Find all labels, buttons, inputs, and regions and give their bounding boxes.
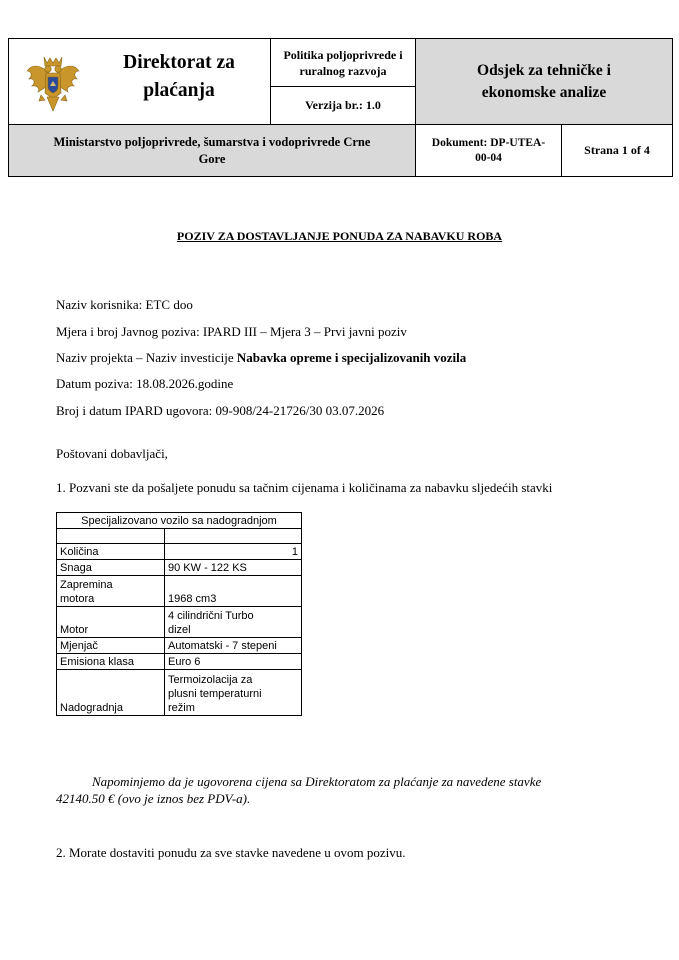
department-line2: ekonomske analize	[481, 83, 607, 101]
price-note	[56, 773, 636, 807]
spec-value: 1	[165, 544, 302, 560]
document-title: POZIV ZA DOSTAVLJANJE PONUDA ZA NABAVKU ROBA	[176, 229, 503, 243]
org-cell	[9, 39, 271, 125]
policy-cell	[271, 39, 416, 87]
table-row	[57, 670, 302, 716]
spec-value: 1968 cm3	[165, 576, 302, 607]
policy-line1: Politika poljoprivrede i	[283, 47, 403, 62]
ministry-line1: Ministarstvo poljoprivrede, šumarstva i vodoprivrede Crne	[53, 134, 371, 149]
beneficiary-line: Naziv korisnika: ETC doo	[56, 297, 193, 312]
department-line1: Odsjek za tehničke i	[477, 61, 611, 79]
item-1: 1. Pozvani ste da pošaljete ponudu sa tačnim cijenama i količinama za nabavku sljedećih stavki	[56, 480, 553, 495]
document-number-cell	[416, 125, 562, 177]
spec-value	[165, 670, 302, 716]
spec-label: Mjenjač	[57, 638, 165, 654]
spec-value: Automatski - 7 stepeni	[165, 638, 302, 654]
spec-empty-cell	[165, 529, 302, 544]
policy-line2: ruralnog razvoja	[299, 63, 387, 78]
contract-line: Broj i datum IPARD ugovora: 09-908/24-21726/30 03.07.2026	[56, 403, 385, 418]
spec-label: Snaga	[57, 560, 165, 576]
table-row	[57, 607, 302, 638]
coat-of-arms-icon	[25, 53, 81, 115]
document-number-line2: 00-04	[475, 151, 502, 164]
table-row	[57, 576, 302, 607]
measure-line: Mjera i broj Javnog poziva: IPARD III – Mjera 3 – Prvi javni poziv	[56, 324, 407, 339]
ministry-cell	[9, 125, 416, 177]
page-number-cell: Strana 1 of 4	[562, 125, 673, 177]
spec-value: 90 KW - 122 KS	[165, 560, 302, 576]
ministry-line2: Gore	[198, 151, 226, 166]
table-row	[57, 529, 302, 544]
spec-value-line: režim	[168, 702, 195, 714]
spec-value-line: dizel	[168, 624, 191, 636]
spec-label-line: motora	[60, 593, 95, 605]
spec-label	[57, 576, 165, 607]
document-header	[8, 38, 673, 177]
price-note-line2: 42140.50 € (ovo je iznos bez PDV-a).	[56, 791, 251, 806]
document-number-line1: Dokument: DP-UTEA-	[431, 136, 546, 149]
spec-value-line: plusni temperaturni	[168, 688, 262, 700]
project-value: Nabavka opreme i specijalizovanih vozila	[236, 350, 467, 365]
price-note-line1: Napominjemo da je ugovorena cijena sa Direktoratom za plaćanje za navedene stavke	[92, 774, 542, 789]
spec-label: Emisiona klasa	[57, 654, 165, 670]
version-cell: Verzija br.: 1.0	[271, 87, 416, 125]
spec-empty-cell	[57, 529, 165, 544]
org-name	[99, 49, 259, 105]
spec-label: Motor	[57, 607, 165, 638]
spec-value: Euro 6	[165, 654, 302, 670]
spec-value-line: 4 cilindrični Turbo	[168, 610, 254, 622]
spec-label: Količina	[57, 544, 165, 560]
org-name-line1: Direktorat za	[123, 52, 235, 73]
org-name-line2: plaćanja	[143, 80, 215, 101]
item-2: 2. Morate dostaviti ponudu za sve stavke navedene u ovom pozivu.	[56, 845, 406, 860]
spec-label-line: Zapremina	[60, 579, 113, 591]
project-label: Naziv projekta – Naziv investicije	[56, 350, 237, 365]
spec-label: Nadogradnja	[57, 670, 165, 716]
table-row	[57, 544, 302, 560]
table-row	[57, 638, 302, 654]
project-line	[56, 350, 466, 366]
department-cell	[416, 39, 673, 125]
greeting: Poštovani dobavljači,	[56, 446, 168, 461]
spec-value-line: Termoizolacija za	[168, 674, 253, 686]
specification-table	[56, 512, 302, 716]
spec-value	[165, 607, 302, 638]
spec-title: Specijalizovano vozilo sa nadogradnjom	[57, 513, 302, 529]
table-row	[57, 654, 302, 670]
date-line: Datum poziva: 18.08.2026.godine	[56, 376, 234, 391]
table-row	[57, 560, 302, 576]
